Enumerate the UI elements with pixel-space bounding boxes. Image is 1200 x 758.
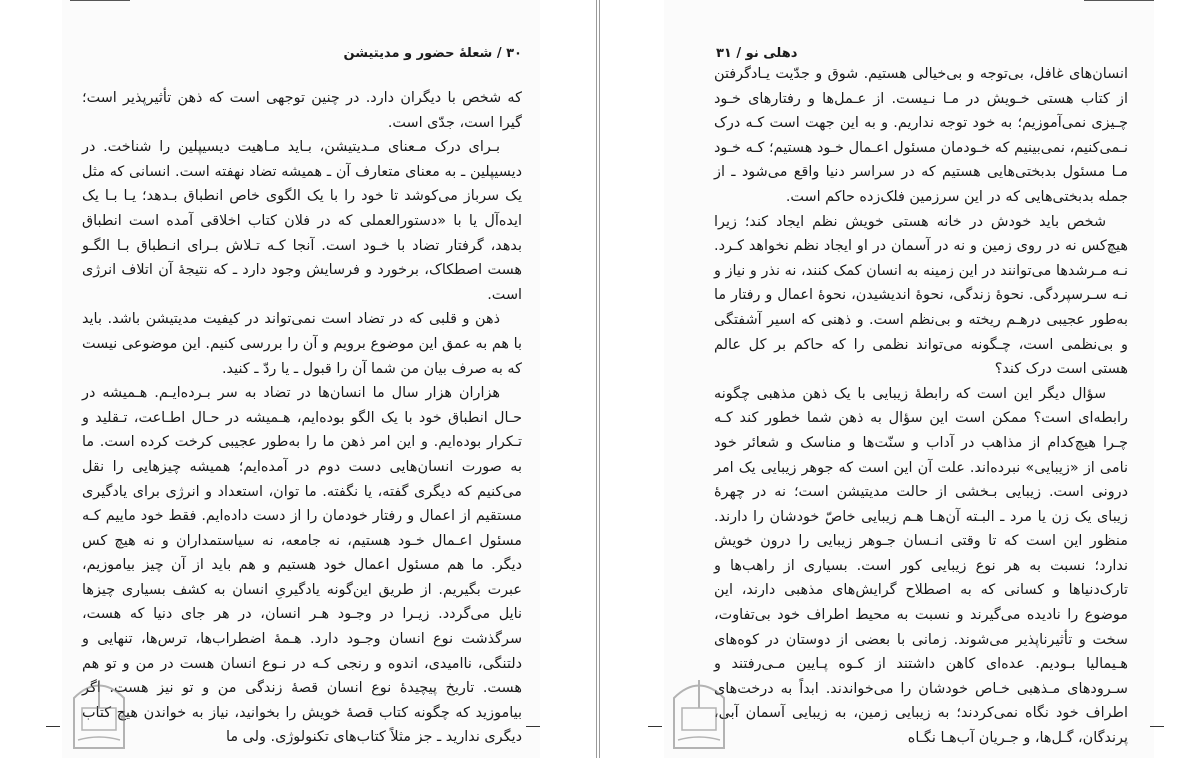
- crop-line: [1084, 0, 1154, 1]
- right-page-header: دهلی نو / ۳۱: [716, 46, 798, 61]
- crop-mark: [648, 726, 662, 727]
- paragraph: ذهن و قلبی که در تضاد است نمی‌تواند در کیفیت مدیتیشن باشد. باید با هم به عمق این موضوع برویم و آن را بررسی کنیم. این موضوعی نیست که به صرف بیان من شما آن را قبول ـ یا ردّ ـ کنید.: [82, 311, 522, 377]
- left-page-body: [82, 86, 522, 750]
- crop-line: [70, 0, 130, 1]
- paragraph: سؤال دیگر این است که رابطهٔ زیبایی با یک ذهن مذهبی چگونه رابطه‌ای است؟ ممکن است این سؤال به ذهن شما خطور کند کـه چـرا هیچ‌کدام از مذاهب در آداب و سنّت‌ها و مناسک و شعائر خود نامی از «زیبایی» نبرده‌اند. علت آن این است که جوهر زیبایی یک امر درونی است. زیبایی بـخشی از حالت مدیتیشن است؛ نه در چهرهٔ زیبای یک زن یا مرد ـ البـته آن‌هـا هـم زیبایی خاصّ خودشان را دارند. منظور این است که تا وقتی انـسان جـوهر زیبایی را درون خویش ندارد؛ نسبت به هر نوع زیبایی کور است. بسیاری از راهب‌ها و تارک‌دنیاها و کسانی که به اصطلاح گرایش‌های مذهبی دارند، این موضوع را نادیده می‌گیرند و نسبت به محیط اطراف خود بی‌تفاوت، سخت و تأثیرناپذیر می‌شوند. زمانی با بعضی از دوستان در کوه‌های هـیمالیا بـودیم. عده‌ای کاهن داشتند از کـوه پـایین مـی‌رفتند و سـرودهای مـذهبی خـاص خودشان را می‌خواندند. ابداً به درخت‌های اطراف خود نگاه نمی‌کردند؛ به زیبایی زمین، به زیبایی آسمان آبی، پرندگان، گـل‌ها، و جـریان آب‌هـا نگـاه: [714, 385, 1128, 747]
- crop-mark: [1150, 726, 1164, 727]
- right-page: [664, 0, 1154, 758]
- paragraph: هزاران هزار سال ما انسان‌ها در تضاد به سر بـرده‌ایـم. هـمیشه در حـال انطباق خود با یک الگو بوده‌ایم، هـمیشه در حـال اطـاعت، تـقلید و تـکرار بوده‌ایم. و این امر ذهن ما را به‌طور عجیبی کرخت کرده است. ما به صورت انسان‌هایی دست دوم در آمده‌ایم؛ همیشه چیزهایی را نقل می‌کنیم که دیگری گفته، یا نگفته. ما توان، استعداد و انرژی برای یادگیری مستقیم از اعمال و رفتار خودمان را از دست داده‌ایم. فقط خود ماییم کـه مسئول اعـمال خـود هستیم، نه جامعه، نه سیاستمداران و نه هیچ کس دیگر. ما هم مسئول اعمال خود هستیم و هم باید از آن چیز بیاموزیم، عبرت بگیریم. از طریق این‌گونه یادگیریِ انسان به کشف بسیاری چیزها نایل می‌گردد. زیـرا در وجـود هـر انسان، در هر جای دنیا که هست، سرگذشت نوع انسان وجـود دارد. هـمهٔ اضطراب‌ها، ترس‌ها، تنهایی و دلتنگی، ناامیدی، اندوه و رنجی کـه در نـوع انسان هست در من و تو هم هست. تاریخ پیچیدهٔ نوع انسان قصهٔ زندگی من و تو نیز هست. اگر بیاموزید که چگونه کتاب قصهٔ خویش را بخوانید، نیاز به خواندن هیچ کتاب دیگری ندارید ـ جز مثلاً کتاب‌های تکنولوژی. ولی ما: [82, 385, 522, 746]
- left-page-header: ۳۰ / شعلهٔ حضور و مدیتیشن: [343, 46, 522, 61]
- paragraph: انسان‌های غافل، بی‌توجه و بی‌خیالی هستیم. شوق و جدّیت یـادگرفتن از کتاب هستی خـویش در مـا نـیست. از عـمل‌ها و رفتارهای خـود چـیزی نمی‌آموزیم؛ به خود توجه نداریم. و به این جهت است کـه درک نـمی‌کنیم، نمی‌بینیم که خـودمان مسئول اعـمال خـود هستیم؛ کـه خـود مـا مسئول بدبختی‌هایی هستیم که در سراسر دنیا واقع می‌شود ـ از جمله بدبختی‌هایی که در این سرزمین فلک‌زده حاکم است.: [714, 66, 1128, 205]
- left-page: [62, 0, 540, 758]
- gutter-divider: [596, 0, 597, 758]
- paragraph: که شخص با دیگران دارد. در چنین توجهی است که ذهن تأثیرپذیر است؛ گیرا است، جدّی است.: [82, 90, 522, 131]
- right-page-body: [714, 62, 1128, 751]
- gutter-divider: [599, 0, 600, 758]
- crop-mark: [46, 726, 60, 727]
- paragraph: بـرای درک مـعنای مـدیتیشن، بـاید مـاهیت دیسیپلین را شناخت. در دیسیپلین ـ به معنای متعارف آن ـ همیشه تضاد نهفته است. انسانی که مثل یک سرباز می‌کوشد تا خود را با یک الگوی خاص انطباق بـدهد؛ یـا بـا یک ایده‌آل یا با «دستورالعملی که در فلان کتاب اخلاقی آمده است انطباق بدهد، گرفتار تضاد با خـود است. آنجا کـه تـلاش بـرای انـطباق بـا الگـو هست اصطکاک، برخورد و فرسایش وجود دارد ـ که نتیجهٔ آن اتلاف انرژی است.: [82, 139, 522, 303]
- paragraph: شخص باید خودش در خانه هستی خویش نظم ایجاد کند؛ زیرا هیچ‌کس نه در روی زمین و نه در آسمان در او ایجاد نظم نخواهد کـرد. نـه مـرشدها می‌توانند در این زمینه به انسان کمک کنند، نه نذر و نیاز و نـه سـرسپردگی. نحوهٔ زندگی، نحوهٔ اندیشیدن، نحوهٔ اعمال و رفتار ما به‌طور عجیبی درهـم ریخته و بی‌نظم است. و ذهنی که اسیر آشفتگی و بی‌نظمی است، چـگونه می‌تواند نظمی را که حاکم بر کل عالم هستی است درک کند؟: [714, 213, 1128, 378]
- library-stamp-icon: [64, 668, 134, 754]
- crop-mark: [526, 726, 540, 727]
- library-stamp-icon: [664, 668, 734, 754]
